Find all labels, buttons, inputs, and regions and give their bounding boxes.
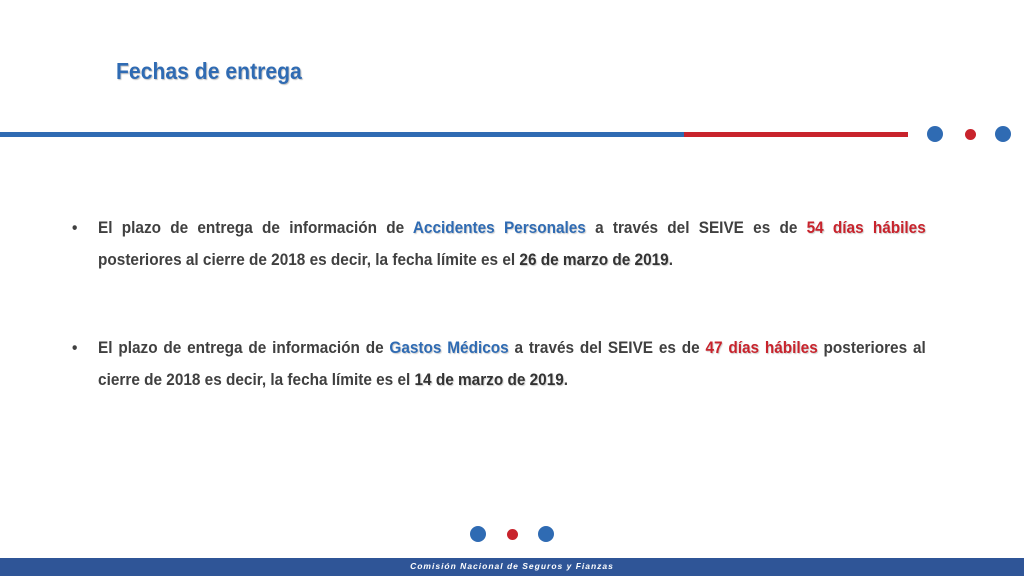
header-dot-blue-right — [995, 126, 1011, 142]
footer-organization-name: Comisión Nacional de Seguros y Fianzas — [410, 561, 614, 571]
bullet-item-accidentes — [72, 212, 926, 276]
header-rule-red — [684, 132, 908, 137]
header-dot-red — [965, 129, 976, 140]
header-dot-blue-left — [927, 126, 943, 142]
bullet-marker: • — [72, 219, 78, 237]
bullet-text-segment: El plazo de entrega de información de — [98, 339, 390, 357]
header-rule-blue — [0, 132, 684, 137]
slide-title: Fechas de entrega — [116, 58, 302, 84]
footer-bar — [0, 558, 1024, 576]
footer-dot-blue-left — [470, 526, 486, 542]
highlight-deadline-days: 47 días hábiles — [705, 339, 818, 357]
bullet-text-segment: . — [563, 371, 569, 389]
bullet-text-segment: posteriores al cierre de 2018 es decir, la fecha límite es el — [98, 339, 926, 389]
bullet-text-segment: a través del SEIVE es de — [585, 219, 807, 237]
bullet-text-segment: posteriores al cierre de 2018 es decir, la fecha límite es el — [98, 251, 520, 269]
bullet-text-segment: El plazo de entrega de información de — [98, 219, 413, 237]
highlight-deadline-date: 14 de marzo de 2019 — [414, 371, 564, 389]
bullet-list — [72, 212, 926, 396]
highlight-deadline-days: 54 días hábiles — [806, 219, 926, 237]
highlight-product: Accidentes Personales — [412, 219, 586, 237]
bullet-text-segment: a través del SEIVE es de — [508, 339, 706, 357]
bullet-item-gastos-medicos — [72, 332, 926, 396]
bullet-marker: • — [72, 339, 78, 357]
highlight-deadline-date: 26 de marzo de 2019 — [519, 251, 669, 269]
footer-dot-red — [507, 529, 518, 540]
bullet-text-segment: . — [668, 251, 673, 269]
highlight-product: Gastos Médicos — [389, 339, 509, 357]
footer-dot-blue-right — [538, 526, 554, 542]
